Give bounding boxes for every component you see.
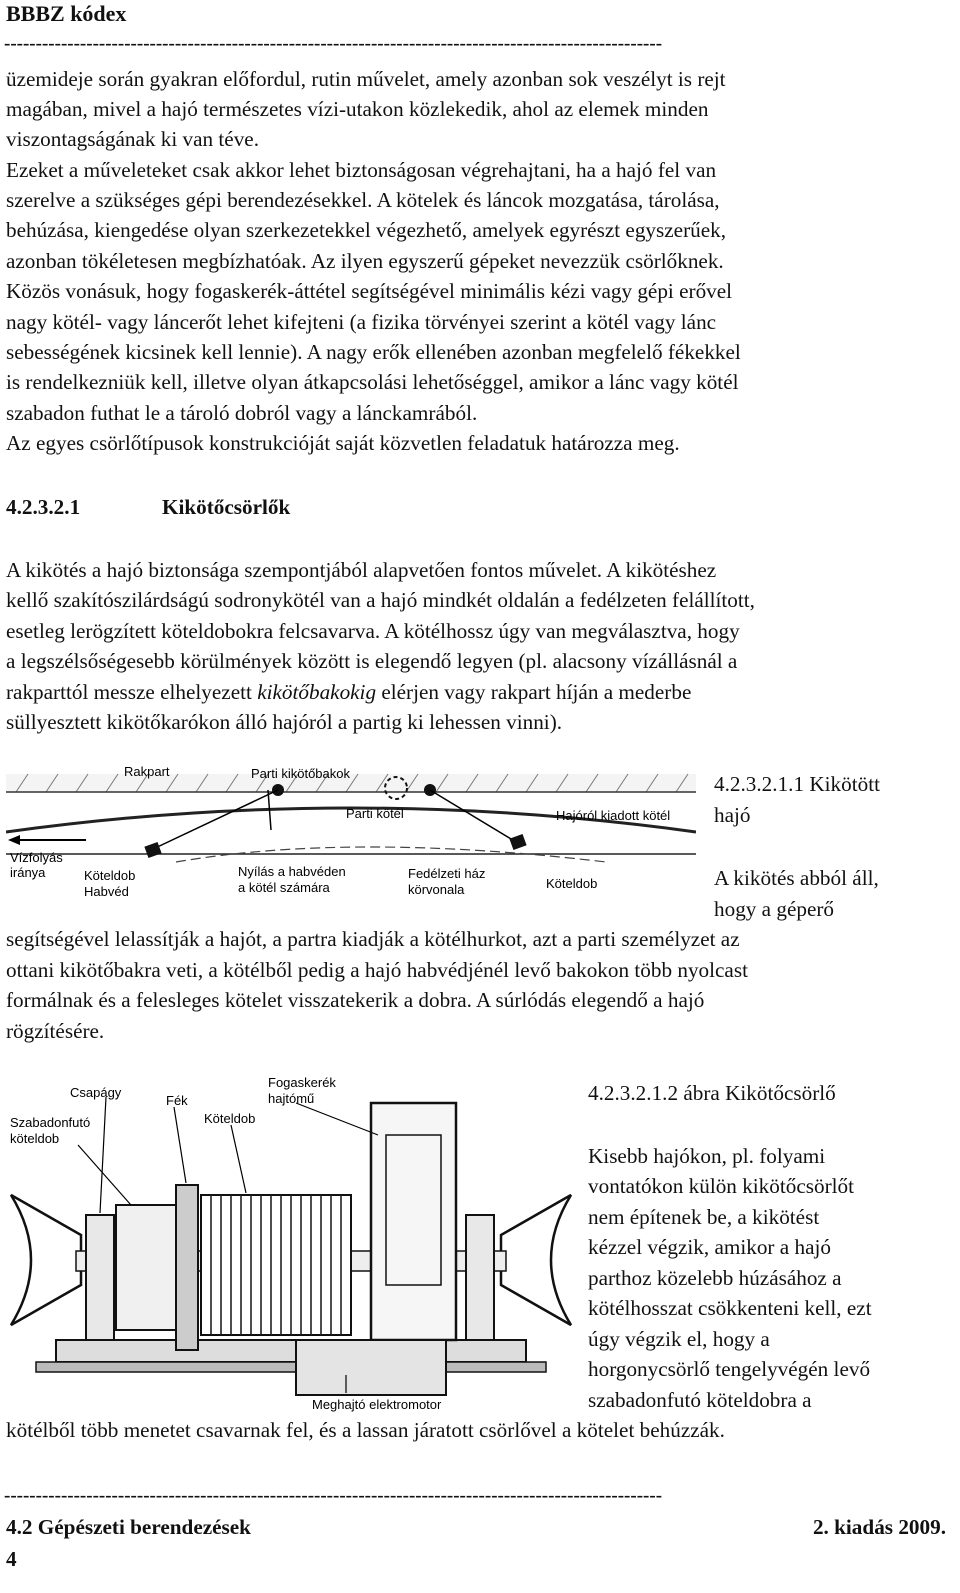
intro-line: behúzása, kiengedése olyan szerkezetekkel végezhető, amelyek egyrészt egyszerűek, bbox=[6, 218, 727, 242]
side-line: úgy végzik el, hogy a bbox=[588, 1327, 770, 1351]
footer-rule: -------------------------------------------------------------------------------------------------------- bbox=[4, 1486, 663, 1506]
base-frame bbox=[56, 1340, 526, 1362]
intro-line: üzemideje során gyakran előfordul, rutin művelet, amely azonban sok veszélyt is rejt bbox=[6, 67, 726, 91]
section-line: a legszélsőségesebb körülmények között is elegendő legyen (pl. alacsony vízállásnál a bbox=[6, 649, 738, 673]
side-line: hogy a géperő bbox=[714, 897, 835, 921]
label-fogaskerek: Fogaskerék bbox=[268, 1075, 336, 1090]
moored-ship-figure bbox=[6, 762, 696, 902]
winch-left-icon bbox=[144, 842, 161, 858]
side-line: kézzel végzik, amikor a hajó bbox=[588, 1235, 831, 1259]
bearing-right bbox=[466, 1215, 494, 1340]
section-line-mixed: rakparttól messze elhelyezett kikötőbakokig elérjen vagy rakpart híján a mederbe bbox=[6, 680, 692, 704]
intro-line: Az egyes csörlőtípusok konstrukcióját saját közvetlen feladatuk határozza meg. bbox=[6, 431, 680, 455]
label-parti-kotel: Parti kötél bbox=[346, 806, 404, 821]
label-fek: Fék bbox=[166, 1093, 188, 1108]
figure1-caption: 4.2.3.2.1.1 Kikötött bbox=[714, 772, 880, 796]
ship-rope bbox=[430, 790, 516, 842]
left-warping-head bbox=[11, 1195, 81, 1325]
body-line: rögzítésére. bbox=[6, 1019, 105, 1043]
side-line: szabadonfutó köteldobra a bbox=[588, 1388, 812, 1412]
section-line: süllyesztett kikötőkarókon álló hajóról a partig ki lehessen vinni). bbox=[6, 710, 563, 734]
label-meghajto: Meghajtó elektromotor bbox=[312, 1397, 442, 1412]
label-fedelzeti: Fedélzeti ház bbox=[408, 866, 486, 881]
intro-line: Ezeket a műveleteket csak akkor lehet biztonságosan végrehajtani, ha a hajó fel van bbox=[6, 158, 717, 182]
label-fedelzeti: körvonala bbox=[408, 882, 465, 897]
body-line: segítségével lelassítják a hajót, a partra kiadják a kötélhurkot, azt a parti személyzet az bbox=[6, 927, 740, 951]
intro-line: is rendelkezniük kell, illetve olyan átkapcsolási lehetőséggel, amikor a lánc vagy kötél bbox=[6, 370, 739, 394]
mooring-winch-figure bbox=[6, 1075, 576, 1420]
section-title: Kikötőcsörlők bbox=[162, 495, 291, 519]
flow-arrow-head bbox=[8, 835, 20, 845]
label-csapagy: Csapágy bbox=[70, 1085, 122, 1100]
intro-line: Közös vonásuk, hogy fogaskerék-áttétel segítségével minimális kézi vagy gépi erővel bbox=[6, 279, 733, 303]
side-line: parthoz közelebb húzásához a bbox=[588, 1266, 842, 1290]
free-drum bbox=[116, 1205, 176, 1330]
brake bbox=[176, 1185, 198, 1350]
label-koteldob: Köteldob bbox=[204, 1111, 256, 1126]
header-rule: -------------------------------------------------------------------------------------------------------- bbox=[4, 34, 663, 54]
right-warping-head bbox=[501, 1195, 571, 1325]
intro-line: szabadon futhat le a tároló dobról vagy a lánckamrából. bbox=[6, 401, 478, 425]
body-line: formálnak és a felesleges kötelet visszatekerik a dobra. A súrlódás elegendő a hajó bbox=[6, 988, 705, 1012]
shore-rope bbox=[151, 790, 278, 850]
bearing-left bbox=[86, 1215, 114, 1340]
rope-drum bbox=[201, 1195, 351, 1335]
intro-line: sebességének kicsinek kell lennie). A nagy erők ellenében azonban megfelelő fékekkel bbox=[6, 340, 741, 364]
winch-right-icon bbox=[509, 834, 526, 850]
side-line: Kisebb hajókon, pl. folyami bbox=[588, 1144, 826, 1168]
label-vizfolyas: iránya bbox=[10, 865, 46, 880]
side-line: nem építenek be, a kikötést bbox=[588, 1205, 820, 1229]
section-line: A kikötés a hajó biztonsága szempontjából alapvetően fontos művelet. A kikötéshez bbox=[6, 558, 717, 582]
intro-line: szerelve a szükséges gépi berendezésekkel. A kötelek és láncok mozgatása, tárolása, bbox=[6, 188, 720, 212]
section-number: 4.2.3.2.1 bbox=[6, 495, 81, 519]
italic-term: kikötőbakokig bbox=[257, 680, 377, 704]
figure1-caption: hajó bbox=[714, 803, 751, 827]
footer-chapter: 4.2 Gépészeti berendezések bbox=[6, 1515, 251, 1539]
side-line: vontatókon külön kikötőcsörlőt bbox=[588, 1174, 855, 1198]
label-szabadonfuto: Szabadonfutó bbox=[10, 1115, 91, 1130]
document-header-title: BBBZ kódex bbox=[6, 1, 127, 26]
side-line: horgonycsörlő tengelyvégén levő bbox=[588, 1357, 871, 1381]
base-plate bbox=[36, 1362, 546, 1372]
figure2-caption: 4.2.3.2.1.2 ábra Kikötőcsörlő bbox=[588, 1081, 836, 1105]
label-rakpart: Rakpart bbox=[124, 764, 170, 779]
intro-line: viszontagságának ki van téve. bbox=[6, 127, 259, 151]
label-fogaskerek: hajtómű bbox=[268, 1091, 315, 1106]
footer-edition: 2. kiadás 2009. bbox=[812, 1515, 946, 1539]
side-line: A kikötés abból áll, bbox=[714, 866, 879, 890]
section-line: kellő szakítószilárdságú sodronykötél van a hajó mindkét oldalán a fedélzeten felállított, bbox=[6, 588, 755, 612]
label-nyilas: a kötél számára bbox=[238, 880, 330, 895]
label-koteldob-left: Köteldob bbox=[84, 868, 136, 883]
section-line: esetleg lerögzített köteldobokra felcsavarva. A kötélhossz úgy van megválasztva, hogy bbox=[6, 619, 740, 643]
label-szabadonfuto: köteldob bbox=[10, 1131, 60, 1146]
footer-page-number: 4 bbox=[6, 1547, 17, 1571]
intro-line: magában, mivel a hajó természetes vízi-utakon közlekedik, ahol az elemek minden bbox=[6, 97, 709, 121]
label-koteldob-right: Köteldob bbox=[546, 876, 598, 891]
label-hajorol: Hajóról kiadott kötél bbox=[556, 808, 671, 823]
gearbox-housing bbox=[371, 1103, 456, 1340]
body-line: kötélből több menetet csavarnak fel, és a lassan járatott csörlővel a kötelet behúzzák. bbox=[6, 1418, 725, 1442]
intro-line: azonban tökéletesen megbízhatóak. Az ilyen egyszerű gépeket nevezzük csörlőknek. bbox=[6, 249, 724, 273]
electric-motor bbox=[296, 1340, 446, 1395]
label-habved: Habvéd bbox=[84, 884, 129, 899]
body-line: ottani kikötőbakra veti, a kötélből pedig a hajó habvédjénél levő bakokon több nyolcast bbox=[6, 958, 748, 982]
label-nyilas: Nyílás a habvéden bbox=[238, 864, 346, 879]
side-line: kötélhosszat csökkenteni kell, ezt bbox=[588, 1296, 872, 1320]
intro-line: nagy kötél- vagy láncerőt lehet kifejteni (a fizika törvényei szerint a kötél vagy lánc bbox=[6, 310, 717, 334]
label-vizfolyas: Vízfolyás bbox=[10, 850, 63, 865]
label-parti-bakok: Parti kikötőbakok bbox=[251, 766, 350, 781]
